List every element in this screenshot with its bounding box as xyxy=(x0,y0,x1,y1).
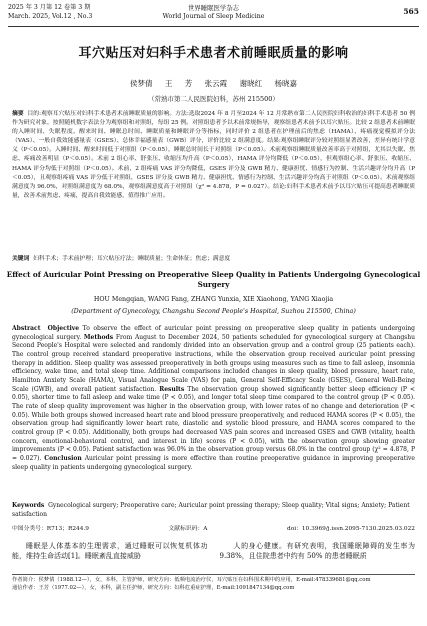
issue-cn: 2025 年 3 月第 12 卷第 3 期 xyxy=(8,4,91,11)
methods-label: Methods xyxy=(83,333,114,341)
keywords-en xyxy=(12,502,415,519)
body-column-left: 睡眠是人体基本的生理需求，通过睡眠可以恢复机体功能，维持生命活动[1]。睡眠紊乱直接威胁 xyxy=(12,542,208,560)
footnote-corresponding-author: 通信作者：王芳（1977.02—），女，本科，副主任护师，研究方向：妇科危重症护理，E-mail:1091847134@qq.com xyxy=(12,584,295,591)
conclusion-text: Auricular point pressing is more effective than routine preoperative guidance in improving preoperative sleep quality in patients undergoing gynecological surgery. xyxy=(12,454,415,471)
authors-en: HOU Mengqian, WANG Fang, ZHANG Yunxia, XIE Xiaohong, YANG Xiaojia xyxy=(93,296,334,303)
doi: doi：10.3969/j.issn.2095-7130.2025.03.022 xyxy=(287,526,415,532)
document-code: 文献标识码：A xyxy=(168,526,208,532)
results-text: The observation group showed significantly better sleep efficiency (P < 0.05), shorter time to fall asleep and wake time (P < 0.05), and longer total sleep time compared to the control group (P < 0.05). The rate of sleep quality improvement was higher in the observation group, with lower rates of no change and deterioration (P < 0.05). While both groups showed increased heart rate and blood pressure preoperatively, and reduced HAMA scores (P < 0.05), the observation group had significantly lower heart rate, diastolic and systolic blood pressure, and HAMA scores compared to the control group (P < 0.05). Additionally, both groups had decreased VAS pain scores and increased GSES and GWB (vitality, health concern, emotional-behavioral control, and interest in life) scores (P < 0.05), with the observation group showing greater improvements (P < 0.05). Patient satisfaction was 96.0% in the observation group versus 68.0% in the control group (χ² = 4.878, P = 0.027). xyxy=(12,385,415,462)
methods-text: From August to December 2024, 50 patients scheduled for gynecological surgery at Changshu Second People's Hospital were selected and randomly divided into an observation group and a control group (25 patients each). The control group received standard preoperative instructions, while the observation group received auricular point pressing therapy in addition. Sleep quality was assessed preoperatively in both groups using measures such as time to fall asleep, insomnia efficiency, wake time, and total sleep time. Additional comparisons included changes in sleep quality, blood pressure, heart rate, Hamilton Anxiety Scale (HAMA), Visual Analogue Scale (VAS) for pain, General Self-Efficacy Scale (GSES), General Well-Being Scale (GWB), and overall patient satisfaction. xyxy=(12,333,415,393)
affiliation-en: (Department of Gynecology, Changshu Second People's Hospital, Suzhou 215500, China) xyxy=(71,308,356,315)
body-column-right: 人的身心健康。有研究表明，我国睡眠障碍的发生率为 9.38%，且住院患者中约有 50% 的患者睡眠质 xyxy=(219,542,415,560)
conclusion-label: Conclusion xyxy=(44,454,82,462)
abstract-cn-text: 目的:观察耳穴贴压对妇科手术患者术前睡眠质量的影响。方法:选取2024 年 8 月至2024 年 12 月常熟市第二人民医院妇科收治的妇科手术患者 50 例作为研究对象，按照随机数字表法分为观察组和对照组，每组 25 例。对照组患者予以术前常规指导，观察组患者术前予以耳穴贴压。比较 2 组患者术前睡眠的入睡时间、失眠程度、醒来时间、睡眠总时间、睡眠质量和睡眠评分等指标，同时评价 2 组患者在护理前后的焦虑（HAMA）、疼痛视觉模拟评分法（VAS）、一般自我效能感量表（GSES）、总体幸福感量表（GWB）评分，评价比较 2 组满意度。结果:观察组睡眠评分较对照组显著改善，差异有统计学意义（P＜0.05）。入睡时间、醒来时间低于对照组（P＜0.05），睡眠总时间长于对照组（P＜0.05）。术前观察组睡眠质量改善率高于对照组，尤其以失眠、焦虑、疼痛改善明显（P＜0.05）。术前 2 组心率、舒张压、收缩压均升高（P＜0.05），HAMA 评分均降低（P＜0.05），但观察组心率、舒张压、收缩压、HAMA 评分均低于对照组（P＜0.05）。术前，2 组疼痛 VAS 评分均降低，GSES 评分及 GWB 精力、健康担忧、情感行为控制、生活兴趣评分均升高（P＜0.05），且观察组疼痛 VAS 评分低于对照组，GSES 评分及 GWB 精力、健康担忧、情感行为控制、生活兴趣评分均高于对照组（P＜0.05）。术前观察组满意度为 96.0%，对照组满意度为 68.0%，观察组满意度高于对照组（χ² = 4.878，P = 0.027）。结论:妇科手术患者术前予以耳穴贴压可提高患者睡眠质量，改善术前焦虑、疼痛，提高自我效能感，值得推广应用。 xyxy=(12,111,415,199)
keywords-cn-text: 妇科手术；手术前护理；耳穴贴压疗法；睡眠质量；生命体征；焦虑；满意度 xyxy=(33,256,231,262)
abstract-en xyxy=(12,325,415,472)
page-number: 565 xyxy=(403,7,419,16)
journal-name-en: World Journal of Sleep Medicine xyxy=(162,13,265,20)
objective-label: Objective xyxy=(47,325,80,332)
keywords-en-text: Gynecological surgery; Preoperative care; Auricular point pressing therapy; Sleep quality; Vital signs; Anxiety; Patient satisfaction xyxy=(12,502,410,518)
body-text xyxy=(12,541,415,569)
running-header xyxy=(8,4,419,27)
journal-name-cn: 世界睡眠医学杂志 xyxy=(187,4,240,12)
objective-text: To observe the effect of auricular point pressing on preoperative sleep quality in patients undergoing gynecological surgery. xyxy=(12,325,415,341)
authors-cn: 侯梦倩 王 芳 张云霞 谢晓红 杨晓嘉 xyxy=(130,79,297,88)
footnote-author-bio: 作者简介：侯梦倩（1988.12—），女，本科，主管护师，研究方向：低频电流治疗仪，耳穴贴压在妇科围术期中的应用，E-mail:478339681@qq.com xyxy=(12,577,371,583)
abstract-cn-label: 摘要 xyxy=(12,111,24,117)
affiliation-cn: （常熟市第二人民医院妇科，苏州 215500） xyxy=(148,95,279,103)
abstract-cn xyxy=(12,110,415,201)
article-title-en: Effect of Auricular Point Pressing on Preoperative Sleep Quality in Patients Undergoing Gynecological Surgery xyxy=(6,270,421,289)
clc-number: 中图分类号：R713；R244.9 xyxy=(12,526,89,532)
abstract-en-label: Abstract xyxy=(12,325,41,332)
footnotes xyxy=(12,574,415,592)
keywords-en-label: Keywords xyxy=(12,502,45,509)
keywords-cn-label: 关键词 xyxy=(12,256,30,262)
results-label: Results xyxy=(159,385,185,393)
keywords-cn xyxy=(12,255,415,263)
article-title-cn: 耳穴贴压对妇科手术患者术前睡眠质量的影响 xyxy=(78,46,349,61)
article-meta xyxy=(12,523,415,532)
issue-en: March. 2025, Vol.12 , No.3 xyxy=(8,13,93,20)
